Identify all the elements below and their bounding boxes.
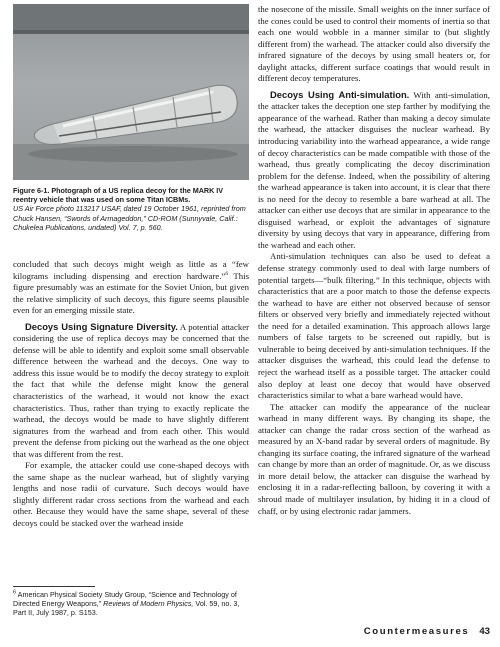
footnote [13,590,249,617]
right-paragraph-4: The attacker can modify the appearance of the nuclear warhead in many different ways. By changing its shape, the attacker can change the radar cross section of the warhead as measured by an X-band radar by several orders of magnitude. By changing its surface coating, the infrared signature of the warhead can change by more than an order of magnitude. Or, as we discuss in more detail below, the attacker can disguise the warhead by enclosing it in a radar-reflecting balloon, by covering it with a shroud made of multilayer insulation, by hiding it in a cloud of chaff, or by using electronic radar jammers. [258,401,490,516]
left-paragraph-1-rest: This figure presumably was an estimate for the Soviet Union, but given the relative simplicity of such decoys, this figure seems plausible even for an emerging missile state. [13,270,249,316]
right-paragraph-1: the nosecone of the missile. Small weights on the inner surface of the cones could be used to control their moments of inertia so that each one would wobble in a manner similar to (but slightly different from) the warhead. The attacker could also diversify the infrared signature of the decoys by using small heaters or, for daylight attacks, different surface coatings that would result in different decoy temperatures. [258,4,490,84]
footnote-rest: Vol. 59, no. 3, Part II, July 1987, p. S153. [13,599,240,618]
page-number: 43 [479,626,490,637]
left-paragraph-2 [13,321,249,461]
decoy-illustration [13,4,249,180]
footnote-divider [13,586,95,587]
figure-caption [13,186,249,232]
figure-title: Figure 6-1. Photograph of a US replica decoy for the MARK IV reentry vehicle that was used on some Titan ICBMs. [13,186,224,205]
right-paragraph-2-text: With anti-simulation, the attacker takes the deception one step farther by modifying the appearance of the warhead. Rather than making a decoy simulate the warhead, the attacker disguises the nuclear warhead. By introducing variability into the warhead appearance, a wide range of decoy characteristics can be made compatible with those of the warhead, thus greatly complicating the decoy discrimination problem for the defense. Indeed, when the possibility of altering the warhead appearance is taken into account, it is clear that there is no need for the decoy to resemble a bare warhead at all. The attacker can either use decoys that are similar in appearance to the disguised warhead, or exploit the advantages of signature diversity by using decoys that vary in appearance, differing from the warhead and each other. [258,89,490,250]
footnote-journal: Reviews of Modern Physics, [103,599,194,609]
figure-credit: US Air Force photo 113217 USAF, dated 19 October 1961, reprinted from Chuck Hansen, “Swords of Armageddon,” CD-ROM (Sunnyvale, Calif.: Chukelea Publications, undated) Vol. 7, p. 560. [13,204,246,232]
footnote-text: American Physical Society Study Group, “Science and Technology of Directed Energy Weapons,” [13,590,237,609]
footnote-ref-6: 6 [225,270,229,277]
section-heading-anti-simulation: Decoys Using Anti-simulation. [270,88,410,100]
left-paragraph-3: For example, the attacker could use cone-shaped decoys with the same shape as the nuclear warhead, but of slightly varying lengths and nose radii of curvature. Such decoys would have slightly different radar cross sections from the warhead and each other. Because they would have the same shape, several of these decoys could be stacked over the warhead inside [13,460,249,529]
right-paragraph-2 [258,89,490,252]
decoy-photograph [13,4,249,180]
section-heading-signature-diversity: Decoys Using Signature Diversity. [25,320,178,332]
left-paragraph-2-text: A potential attacker considering the use of replica decoys may be concerned that the defense will be able to identify and exploit some small observable difference between the warhead and the decoys. One way to address this issue would be to modify the decoy strategy to exploit the fact that while the defense might know the general characteristics of the warhead, it would not know the exact characteristics. Thus, rather than trying to exactly replicate the warhead, the decoys would be made to have slightly different signatures from the warhead and from each other. This would prevent the defense from picking out the warhead as the one object that was different from the rest. [13,321,249,459]
footer-section-title: Countermeasures [363,626,470,637]
left-paragraph-1 [13,259,249,317]
right-column [258,4,490,517]
footnote-number: 6 [13,589,17,596]
running-footer [364,626,490,637]
left-paragraph-1-text: concluded that such decoys might weigh as little as a “few kilograms including dispensing and erection hardware.” [13,259,249,281]
right-paragraph-3: Anti-simulation techniques can also be used to defeat a defense strategy commonly used to deal with large numbers of potential targets—“bulk filtering.” In this technique, objects with characteristics that are a poor match to those the defense expects the warhead to have are either not observed because of sensor filters or observed very briefly and immediately rejected without the need for a detailed examination. This approach allows large numbers of false targets to be screened out rapidly, but is vulnerable to being deceived by anti-simulation techniques. If the attacker disguises the warhead, this could lead the defense to reject the warhead itself as a possible target. The attacker could also deploy at least one decoy that would have observed characteristics similar to what a bare warhead would have. [258,251,490,401]
left-column [13,259,249,530]
